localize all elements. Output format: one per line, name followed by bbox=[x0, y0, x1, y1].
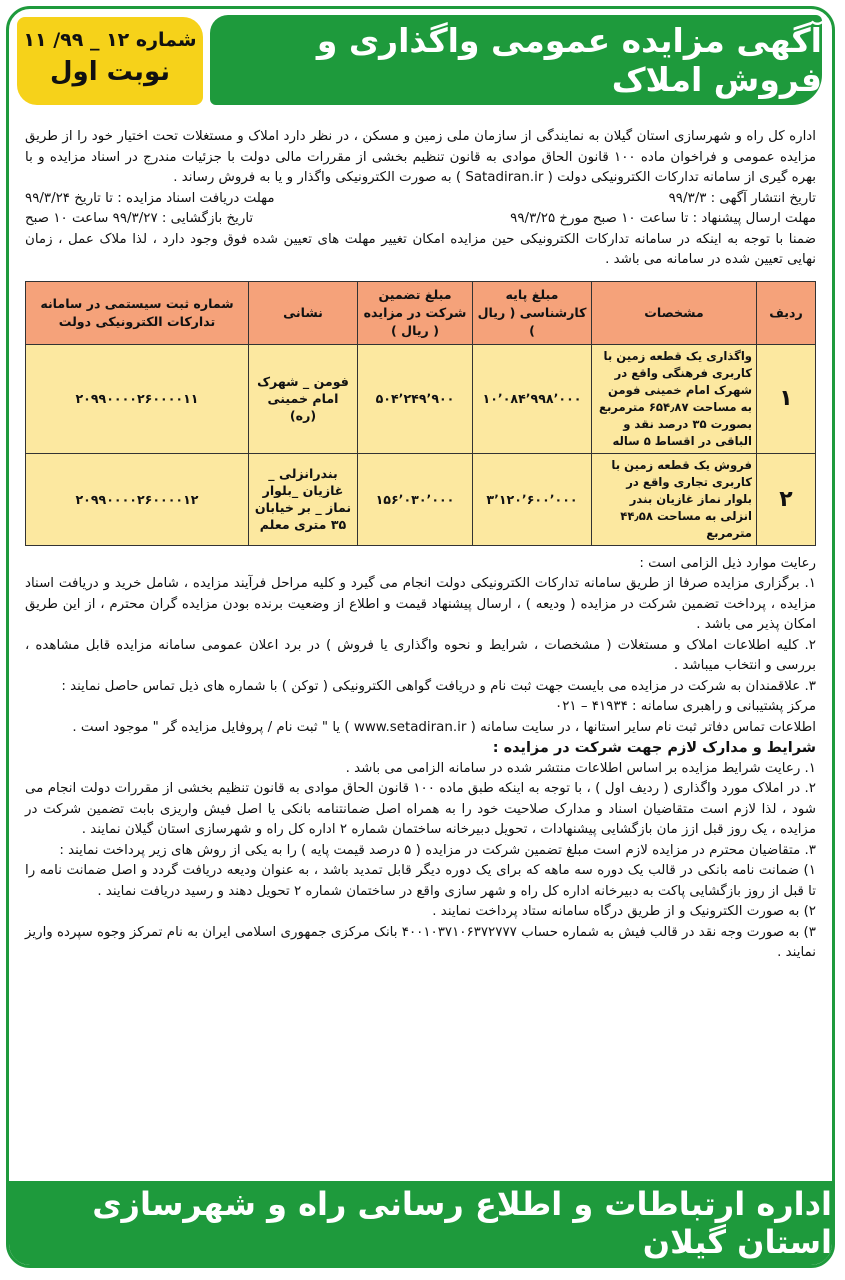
row-spec: فروش یک قطعه زمین با کاربری تجاری واقع در بلوار نماز غازیان بندر انزلی به مساحت ۴۴٫۵۸ مترمربع bbox=[592, 453, 757, 545]
intro-text-b: ) به صورت الکترونیکی واگذار و یا به فروش رساند . bbox=[173, 170, 462, 185]
content bbox=[25, 127, 816, 964]
items-table bbox=[25, 281, 816, 546]
row-spec: واگذاری یک قطعه زمین با کاربری فرهنگی واقع در شهرک امام خمینی فومن به مساحت ۶۵۴٫۸۷ مترمربع بصورت ۳۵ درصد نقد و الباقی در اقساط ۵ ساله bbox=[592, 344, 757, 453]
doc-deadline: مهلت دریافت اسناد مزایده : تا تاریخ ۹۹/۳/۲۴ bbox=[25, 190, 275, 206]
table-header-row bbox=[26, 281, 816, 344]
row-index: ۲ bbox=[757, 453, 816, 545]
ad-title: آگهی مزایده عمومی واگذاری و فروش املاک bbox=[316, 21, 822, 99]
col-index: ردیف bbox=[757, 281, 816, 344]
conditions-title: شرایط و مدارک لازم جهت شرکت در مزایده : bbox=[492, 740, 816, 756]
row-index: ۱ bbox=[757, 344, 816, 453]
row-reg-number: ۲۰۹۹۰۰۰۰۲۶۰۰۰۰۱۲ bbox=[26, 453, 249, 545]
condition-3: ۳. متقاضیان محترم در مزایده لازم است مبلغ تضمین شرکت در مزایده ( ۵ درصد قیمت پایه ) را به یکی از روش های زیر پرداخت نمایند : bbox=[59, 842, 816, 858]
header bbox=[9, 9, 832, 121]
opening-date: تاریخ بازگشایی : ۹۹/۳/۲۷ ساعت ۱۰ صبح bbox=[25, 211, 254, 226]
col-address: نشانی bbox=[249, 281, 358, 344]
table-row bbox=[26, 344, 816, 453]
col-guarantee: مبلغ تضمین شرکت در مزایده ( ریال ) bbox=[358, 281, 473, 344]
table-row bbox=[26, 453, 816, 545]
intro-url: Satadiran.ir bbox=[465, 170, 544, 185]
row-address: بندرانزلی _ غازیان _بلوار نماز _ بر خیابان ۳۵ متری معلم bbox=[249, 453, 358, 545]
row-guarantee: ۱۵۶٬۰۳۰٬۰۰۰ bbox=[358, 453, 473, 545]
rules-intro: رعایت موارد ذیل الزامی است : bbox=[639, 555, 816, 571]
publish-date: تاریخ انتشار آگهی : ۹۹/۳/۳ bbox=[668, 190, 816, 206]
rule-1: ۱. برگزاری مزایده صرفا از طریق سامانه تدارکات الکترونیکی دولت انجام می گیرد و کلیه مراحل فرآیند مزایده ، شامل خرید و دریافت اسناد مزایده ، پرداخت تضمین شرکت در مزایده ( ودیعه ) ، ارسال پیشنهاد قیمت و اطلاع از وضعیت برنده بودن مزایده گران محترم ، از این طریق امکان پذیر می باشد . bbox=[25, 576, 816, 632]
footer-text: اداره ارتباطات و اطلاع رسانی راه و شهرسازی استان گیلان bbox=[92, 1185, 832, 1261]
title-band bbox=[210, 15, 822, 105]
contact-info bbox=[25, 718, 816, 739]
deadline-note: ضمنا با توجه به اینکه در سامانه تدارکات الکترونیکی حین مزایده امکان تغییر مهلت های تعیین شده فوق وجود دارد ، لذا ملاک عمل ، زمان نهایی تعیین شده در سامانه می باشد . bbox=[25, 231, 816, 267]
rule-3: ۳. علاقمندان به شرکت در مزایده می بایست جهت ثبت نام و دریافت گواهی الکترونیکی ( توکن ) با شماره های ذیل تماس حاصل نمایند : bbox=[61, 678, 816, 694]
row-guarantee: ۵۰۴٬۲۴۹٬۹۰۰ bbox=[358, 344, 473, 453]
ad-round: نوبت اول bbox=[49, 57, 171, 87]
condition-2: ۲. در املاک مورد واگذاری ( ردیف اول ) ، با توجه به اینکه طبق ماده ۱۰۰ قانون الحاق موادی به قانون تنظیم بخشی از مقررات دولت انجام می شود ، لذا لازم است متقاضیان اسناد و مدارک صلاحیت خود را به همراه اصل ضمانتنامه بانکی یا اصل فیش واریزی بابت تضمین شرکت در مزایده ، یک روز قبل ازز مان بازگشایی پیشنهادات ، تحویل دبیرخانه ساختمان شماره ۲ اداره کل راه و شهرسازی استان گیلان نمایند . bbox=[25, 781, 816, 837]
number-badge bbox=[17, 17, 203, 105]
support-center: مرکز پشتیبانی و راهبری سامانه : ۴۱۹۳۴ – ۰۲۱ bbox=[555, 699, 816, 714]
col-spec: مشخصات bbox=[592, 281, 757, 344]
payment-method-2: ۲) به صورت الکترونیک و از طریق درگاه سامانه ستاد پرداخت نمایند . bbox=[432, 904, 816, 919]
dates-row-2 bbox=[25, 209, 816, 230]
col-base-price: مبلغ پایه کارشناسی ( ریال ) bbox=[473, 281, 592, 344]
ad-number: شماره ۱۲ _ ۹۹/ ۱۱ bbox=[23, 29, 197, 51]
intro-text-a: اداره کل راه و شهرسازی استان گیلان به نمایندگی از سازمان ملی زمین و مسکن ، در نظر دارد املاک و مستغلات تحت اختیار خود را از طریق مزایده عمومی و فراخوان ماده ۱۰۰ قانون الحاق موادی به قانون تنظیم بخشی از مقررات مالی دولت با جزئیات مندرج در اسناد مزایده و با بهره گیری از سامانه تدارکات الکترونیکی دولت ( bbox=[25, 129, 817, 185]
contact-url[interactable]: www.setadiran.ir bbox=[353, 719, 467, 735]
row-base-price: ۱۰٬۰۸۴٬۹۹۸٬۰۰۰ bbox=[473, 344, 592, 453]
advertisement-frame bbox=[6, 6, 835, 1268]
contact-text-b: ) یا " ثبت نام / پروفایل مزایده گر " موجود است . bbox=[72, 719, 350, 735]
payment-method-3: ۳) به صورت وجه نقد در قالب فیش به شماره حساب ۴۰۰۱۰۳۷۱۰۶۳۷۲۷۷۷ بانک مرکزی جمهوری اسلامی ایران به نام تمرکز وجوه سپرده واریز نمایند . bbox=[25, 924, 816, 960]
row-reg-number: ۲۰۹۹۰۰۰۰۲۶۰۰۰۰۱۱ bbox=[26, 344, 249, 453]
row-base-price: ۳٬۱۲۰٬۶۰۰٬۰۰۰ bbox=[473, 453, 592, 545]
condition-1: ۱. رعایت شرایط مزایده بر اساس اطلاعات منتشر شده در سامانه الزامی می باشد . bbox=[345, 760, 816, 776]
dates-row-1 bbox=[25, 189, 816, 210]
payment-method-1: ۱) ضمانت نامه بانکی در قالب یک دوره سه ماهه که برای یک دوره دیگر قابل تمدید باشد ، به عنوان ودیعه دریافت گردد و اصل ضمانت نامه را تا قبل از روز بازگشایی پاکت به دبیرخانه اداره کل راه و شهر سازی واقع در ساختمان شماره ۲ تحویل دهند و رسید دریافت نمایند . bbox=[25, 863, 816, 899]
row-address: فومن _ شهرک امام خمینی (ره) bbox=[249, 344, 358, 453]
offer-deadline: مهلت ارسال پیشنهاد : تا ساعت ۱۰ صبح مورخ ۹۹/۳/۲۵ bbox=[510, 211, 816, 226]
footer-band bbox=[9, 1181, 832, 1265]
col-reg-number: شماره ثبت سیستمی در سامانه تدارکات الکترونیکی دولت bbox=[26, 281, 249, 344]
contact-text-a: اطلاعات تماس دفاتر ثبت نام سایر استانها ، در سایت سامانه ( bbox=[470, 719, 816, 735]
rule-2: ۲. کلیه اطلاعات املاک و مستغلات ( مشخصات ، شرایط و نحوه واگذاری یا فروش ) در برد اعلان عمومی سامانه مزایده قابل مشاهده ، بررسی و انتخاب میباشد . bbox=[25, 637, 816, 673]
intro-paragraph bbox=[25, 127, 816, 189]
